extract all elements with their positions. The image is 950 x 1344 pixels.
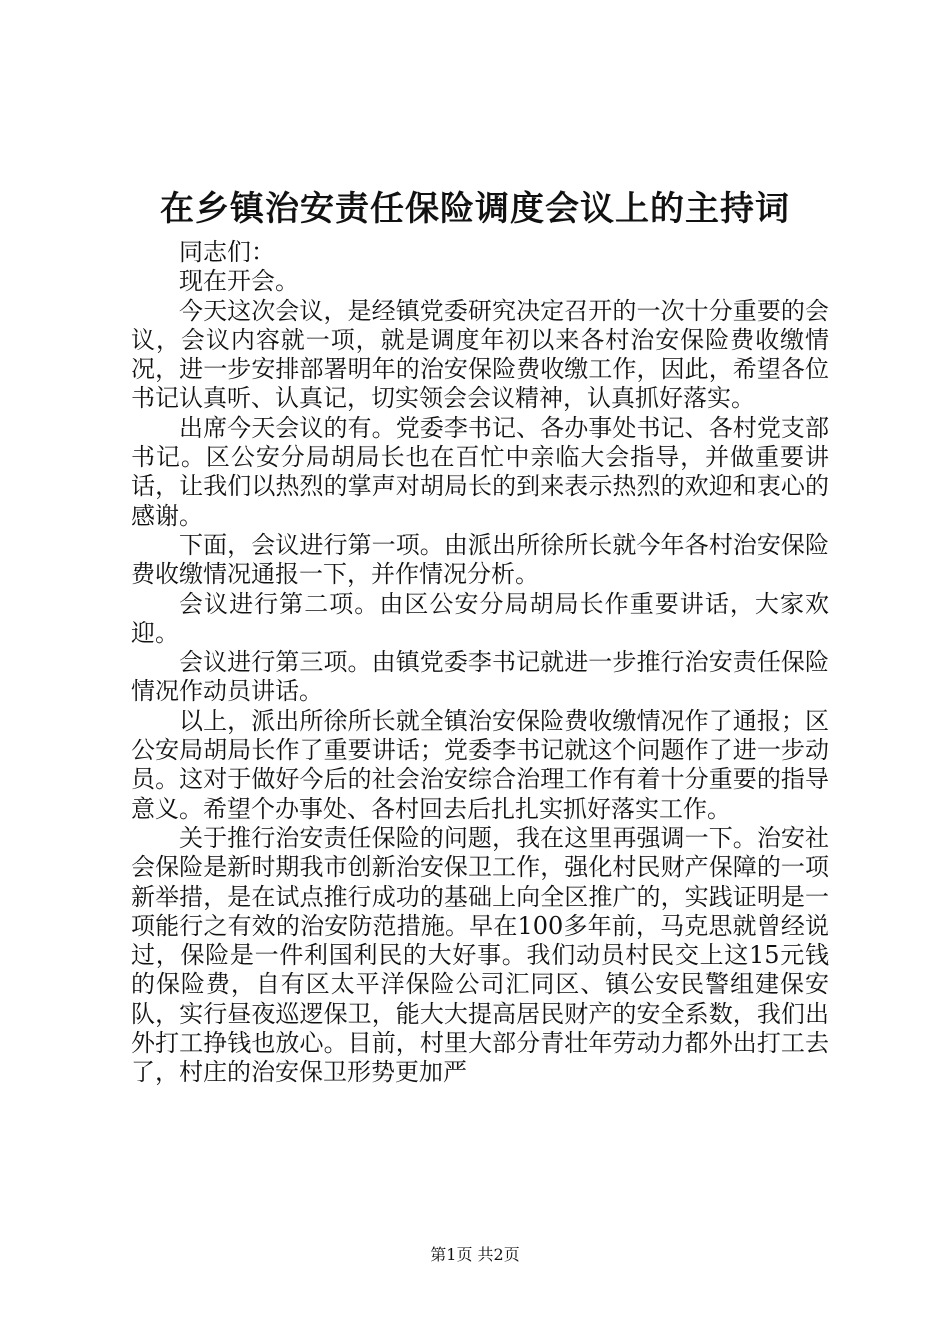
paragraph: 今天这次会议，是经镇党委研究决定召开的一次十分重要的会议，会议内容就一项，就是调度年初以来各村治安保险费收缴情况，进一步安排部署明年的治安保险费收缴工作，因此，希望各位书记认真听、认真记，切实领会会议精神，认真抓好落实。: [131, 296, 829, 413]
paragraph: 现在开会。: [179, 267, 299, 296]
paragraph: 以上，派出所徐所长就全镇治安保险费收缴情况作了通报；区公安局胡局长作了重要讲话；党委李书记就这个问题作了进一步动员。这对于做好今后的社会治安综合治理工作有着十分重要的指导意义。希望个办事处、各村回去后扎扎实抓好落实工作。: [131, 706, 829, 823]
paragraph: 同志们：: [179, 238, 275, 266]
paragraph: 下面，会议进行第一项。由派出所徐所长就今年各村治安保险费收缴情况通报一下，并作情况分析。: [131, 530, 829, 589]
paragraph: 出席今天会议的有。党委李书记、各办事处书记、各村党支部书记。区公安分局胡局长也在百忙中亲临大会指导，并做重要讲话，让我们以热烈的掌声对胡局长的到来表示热烈的欢迎和衷心的感谢。: [131, 413, 829, 530]
document-body: [131, 238, 829, 1088]
document-title: 在乡镇治安责任保险调度会议上的主持词: [160, 189, 790, 229]
paragraph: 会议进行第三项。由镇党委李书记就进一步推行治安责任保险情况作动员讲话。: [131, 648, 829, 706]
paragraph: 关于推行治安责任保险的问题，我在这里再强调一下。治安社会保险是新时期我市创新治安保卫工作，强化村民财产保障的一项新举措，是在试点推行成功的基础上向全区推广的，实践证明是一项能行之有效的治安防范措施。早在100多年前，马克思就曾经说过，保险是一件利国利民的大好事。我们动员村民交上这15元钱的保险费，自有区太平洋保险公司汇同区、镇公安民警组建保安队，实行昼夜巡逻保卫，能大大提高居民财产的安全系数，我们出外打工挣钱也放心。目前，村里大部分青壮年劳动力都外出打工去了，村庄的治安保卫形势更加严: [131, 823, 829, 1087]
paragraph: 会议进行第二项。由区公安分局胡局长作重要讲话，大家欢迎。: [131, 589, 829, 647]
page-number-footer: 第1页 共2页: [430, 1245, 520, 1264]
